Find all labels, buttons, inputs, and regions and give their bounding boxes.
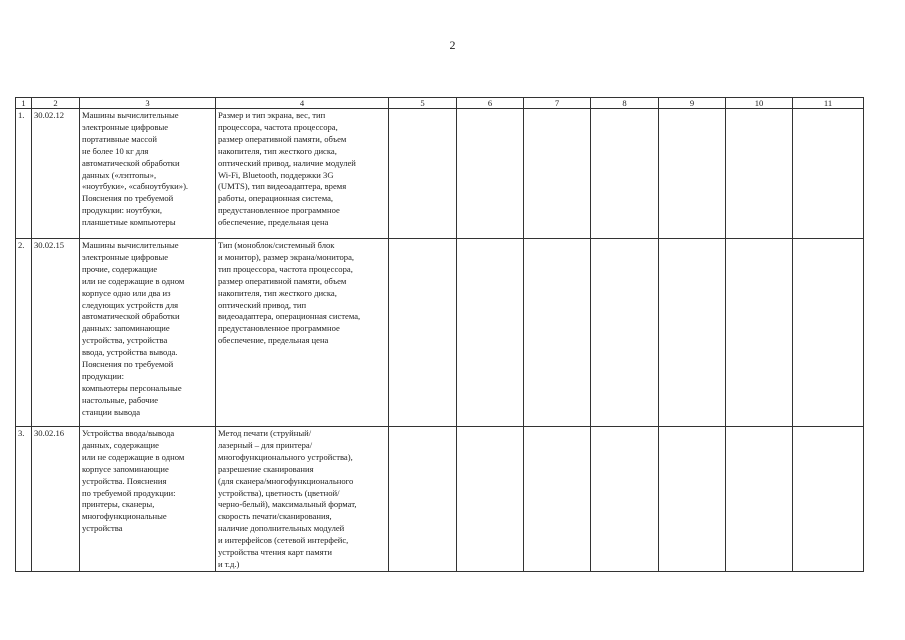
specs-cell bbox=[216, 427, 389, 572]
product-specs: Метод печати (струйный/ лазерный – для принтера/ многофункционального устройства), разрешение сканирования (для сканера/многофункционального устройства), цветность (цветной/ черно-белый), максимальный формат, скорость печати/сканирования, наличие дополнительных модулей и интерфейсов (сетевой интерфейс, устройства чтения карт памяти и т.д.) bbox=[218, 428, 357, 569]
product-name-cell bbox=[80, 427, 216, 572]
table-row bbox=[16, 239, 864, 427]
empty-cell bbox=[389, 239, 457, 427]
column-header: 8 bbox=[591, 98, 659, 109]
page-number: 2 bbox=[449, 38, 456, 52]
column-header: 10 bbox=[726, 98, 793, 109]
empty-cell bbox=[793, 239, 864, 427]
empty-cell bbox=[457, 427, 524, 572]
column-header: 3 bbox=[80, 98, 216, 109]
okpd-code: 30.02.15 bbox=[32, 239, 80, 427]
table-row bbox=[16, 109, 864, 239]
requirements-table bbox=[15, 97, 864, 572]
column-header: 2 bbox=[32, 98, 80, 109]
empty-cell bbox=[591, 239, 659, 427]
product-name-cell bbox=[80, 239, 216, 427]
column-header: 7 bbox=[524, 98, 591, 109]
row-number: 2. bbox=[16, 239, 32, 427]
empty-cell bbox=[726, 427, 793, 572]
empty-cell bbox=[659, 109, 726, 239]
product-specs: Размер и тип экрана, вес, тип процессора, частота процессора, размер оперативной памяти, объем накопителя, тип жесткого диска, оптический привод, наличие модулей Wi-Fi, Bluetooth, поддержки 3G (UMTS), тип видеоадаптера, время работы, операционная система, предустановленное программное обеспечение, предельная цена bbox=[218, 110, 356, 228]
empty-cell bbox=[457, 239, 524, 427]
column-header: 1 bbox=[16, 98, 32, 109]
product-specs: Тип (моноблок/системный блок и монитор), размер экрана/монитора, тип процессора, частота процессора, размер оперативной памяти, объем накопителя, тип жесткого диска, оптический привод, тип видеоадаптера, операционная система, предустановленное программное обеспечение, предельная цена bbox=[218, 240, 361, 346]
empty-cell bbox=[659, 427, 726, 572]
empty-cell bbox=[524, 109, 591, 239]
empty-cell bbox=[591, 109, 659, 239]
empty-cell bbox=[591, 427, 659, 572]
empty-cell bbox=[389, 427, 457, 572]
column-header: 5 bbox=[389, 98, 457, 109]
okpd-code: 30.02.16 bbox=[32, 427, 80, 572]
column-header: 6 bbox=[457, 98, 524, 109]
empty-cell bbox=[389, 109, 457, 239]
product-name: Машины вычислительные электронные цифровые портативные массой не более 10 кг для автоматической обработки данных («лэптопы», «ноутбуки», «сабноутбуки»). Пояснения по требуемой продукции: ноутбуки, планшетные компьютеры bbox=[82, 110, 189, 228]
specs-cell bbox=[216, 239, 389, 427]
header-row bbox=[16, 98, 864, 109]
empty-cell bbox=[726, 109, 793, 239]
empty-cell bbox=[659, 239, 726, 427]
column-header: 11 bbox=[793, 98, 864, 109]
specs-cell bbox=[216, 109, 389, 239]
product-name: Устройства ввода/вывода данных, содержащие или не содержащие в одном корпусе запоминающие устройства. Пояснения по требуемой продукции: принтеры, сканеры, многофункциональные устройства bbox=[82, 428, 185, 534]
empty-cell bbox=[524, 427, 591, 572]
column-header: 9 bbox=[659, 98, 726, 109]
column-header: 4 bbox=[216, 98, 389, 109]
row-number: 1. bbox=[16, 109, 32, 239]
okpd-code: 30.02.12 bbox=[32, 109, 80, 239]
empty-cell bbox=[726, 239, 793, 427]
empty-cell bbox=[793, 109, 864, 239]
empty-cell bbox=[457, 109, 524, 239]
table-row bbox=[16, 427, 864, 572]
product-name: Машины вычислительные электронные цифровые прочие, содержащие или не содержащие в одном корпусе одно или два из следующих устройств для автоматической обработки данных: запоминающие устройства, устройства ввода, устройства вывода. Пояснения по требуемой продукции: компьютеры персональные настольные, рабочие станции вывода bbox=[82, 240, 185, 417]
empty-cell bbox=[793, 427, 864, 572]
row-number: 3. bbox=[16, 427, 32, 572]
empty-cell bbox=[524, 239, 591, 427]
product-name-cell bbox=[80, 109, 216, 239]
